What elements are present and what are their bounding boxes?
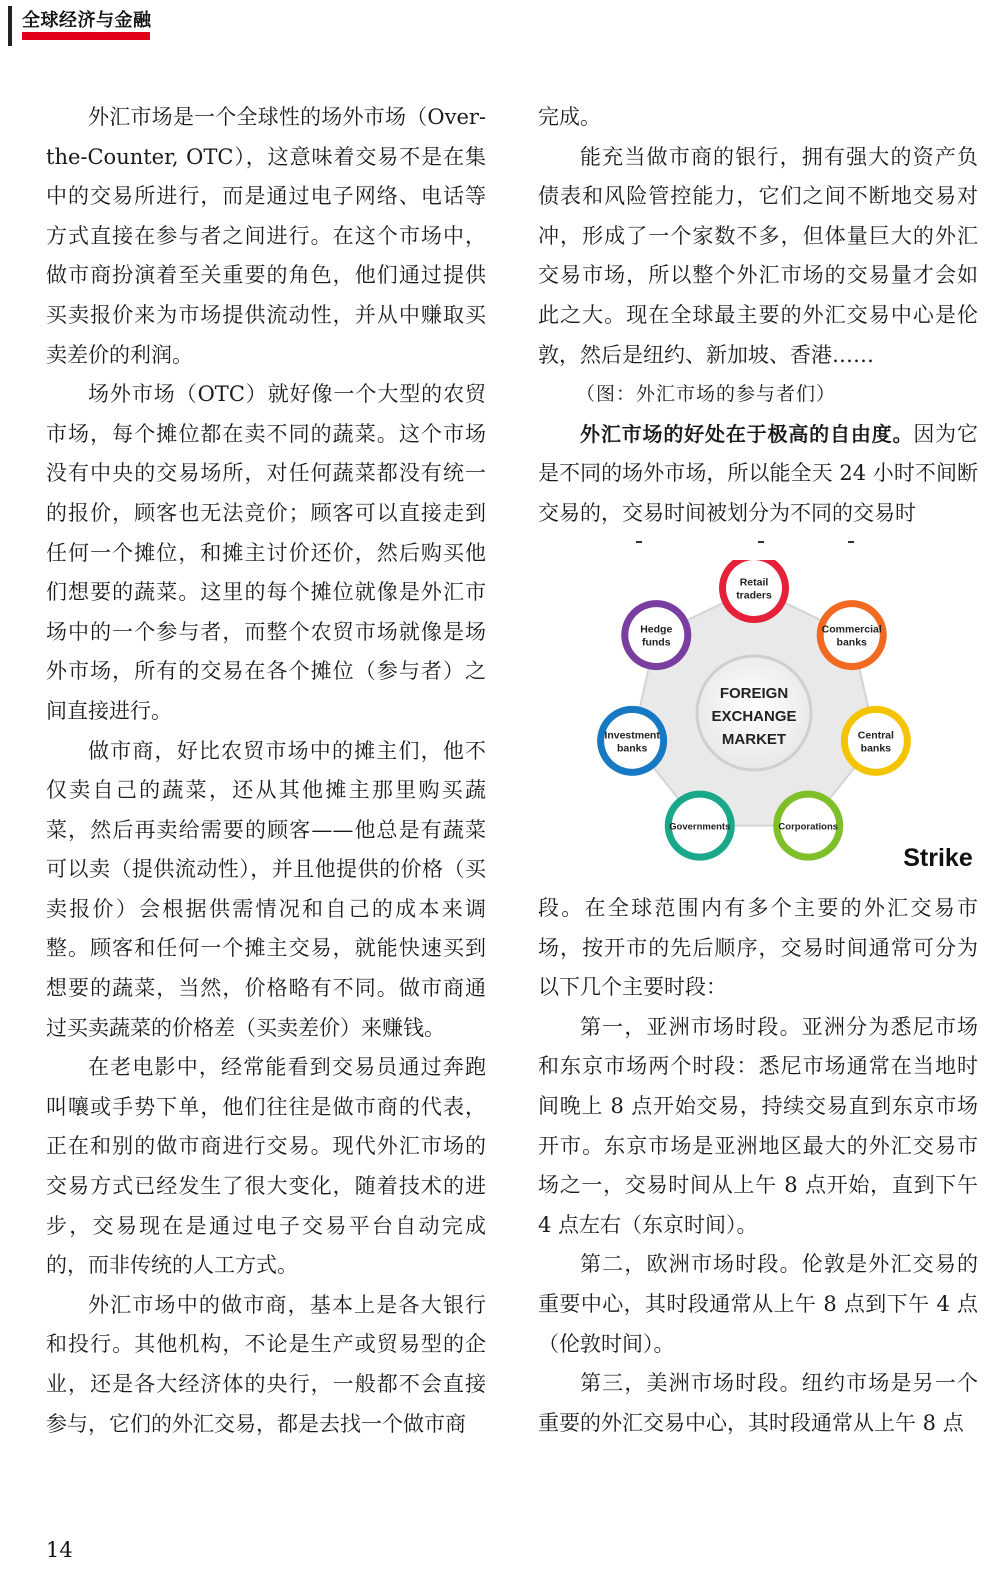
paragraph-continuation: 段。在全球范围内有多个主要的外汇交易市场，按开市的先后顺序，交易时间通常可分为以下几个主要时段： <box>538 896 978 1000</box>
participant-node <box>817 600 887 670</box>
participant-label: traders <box>736 589 772 602</box>
paragraph-continuation: 完成。 <box>538 105 601 129</box>
participant-node <box>773 791 843 861</box>
participant-label: Commercial <box>821 623 882 636</box>
paragraph: 外汇市场是一个全球性的场外市场（Over-the-Counter, OTC），这意味着交易不是在集中的交易所进行，而是通过电子网络、电话等方式直接在参与者之间进行。在这个市场中，做市商扮演着至关重要的角色，他们通过提供买卖报价来为市场提供流动性，并从中赚取买卖差价的利润。 <box>46 105 486 367</box>
header-underline <box>22 32 150 40</box>
header-title: 全球经济与金融 <box>22 10 152 31</box>
participant-label: banks <box>836 636 867 649</box>
participant-label: Retail <box>739 576 769 589</box>
left-column <box>46 98 486 1444</box>
right-column-bottom <box>538 889 978 1443</box>
paragraph: 在老电影中，经常能看到交易员通过奔跑叫嚷或手势下单，他们往往是做市商的代表，正在和别的做市商进行交易。现代外汇市场的交易方式已经发生了很大变化，随着技术的进步，交易现在是通过电子交易平台自动完成的，而非传统的人工方式。 <box>46 1055 486 1278</box>
participant-label: Hedge <box>640 623 673 636</box>
cropped-text-fragment <box>636 541 856 545</box>
figure-caption: （图：外汇市场的参与者们） <box>576 383 837 406</box>
participant-label: banks <box>860 742 892 755</box>
center-label-line: EXCHANGE <box>711 708 797 725</box>
fx-diagram <box>592 560 978 880</box>
paragraph: 做市商，好比农贸市场中的摊主们，他不仅卖自己的蔬菜，还从其他摊主那里购买蔬菜，然后再卖给需要的顾客——他总是有蔬菜可以卖（提供流动性），并且他提供的价格（买卖报价）会根据供需情况和自己的成本来调整。顾客和任何一个摊主交易，就能快速买到想要的蔬菜，当然，价格略有不同。做市商通过买卖蔬菜的价格差（买卖差价）来赚钱。 <box>46 738 486 1040</box>
paragraph-lead <box>538 415 978 534</box>
participant-label: banks <box>616 742 648 755</box>
participant-node <box>597 706 667 776</box>
paragraph: 第三，美洲市场时段。纽约市场是另一个重要的外汇交易中心，其时段通常从上午 8 点 <box>538 1371 978 1435</box>
paragraph: 场外市场（OTC）就好像一个大型的农贸市场，每个摊位都在卖不同的蔬菜。这个市场没有中央的交易场所，对任何蔬菜都没有统一的报价，顾客也无法竞价；顾客可以直接走到任何一个摊位，和摊主讨价还价，然后购买他们想要的蔬菜。这里的每个摊位就像是外汇市场中的一个参与者，而整个农贸市场就像是场外市场，所有的交易在各个摊位（参与者）之间直接进行。 <box>46 382 486 723</box>
participant-node <box>841 706 911 776</box>
paragraph: 第二，欧洲市场时段。伦敦是外汇交易的重要中心，其时段通常从上午 8 点到下午 4 点（伦敦时间）。 <box>538 1252 978 1356</box>
lead-rest-text: 因为它是不同的场外市场，所以能全天 24 小时不间断交易的，交易时间被划分为不同的交易时 <box>538 421 979 525</box>
participant-label: Investment <box>604 729 660 742</box>
center-label-line: MARKET <box>721 731 787 748</box>
paragraph: 能充当做市商的银行，拥有强大的资产负债表和风险管控能力，它们之间不断地交易对冲，形成了一个家数不多，但体量巨大的外汇交易市场，所以整个外汇市场的交易量才会如此之大。现在全球最主要的外汇交易中心是伦敦，然后是纽约、新加坡、香港…… <box>538 144 978 367</box>
center-label-line: FOREIGN <box>719 685 789 702</box>
fx-participants-figure <box>592 560 978 880</box>
participant-label: Central <box>857 729 894 742</box>
right-column-top <box>538 98 978 534</box>
participant-label: funds <box>641 636 671 649</box>
participant-node <box>665 791 735 861</box>
page-number: 14 <box>46 1538 73 1562</box>
lead-bold-text: 外汇市场的好处在于极高的自由度。 <box>580 421 914 446</box>
participant-label: Corporations <box>778 821 839 833</box>
paragraph: 外汇市场中的做市商，基本上是各大银行和投行。其他机构，不论是生产或贸易型的企业，还是各大经济体的央行，一般都不会直接参与，它们的外汇交易，都是去找一个做市商 <box>46 1292 486 1436</box>
header-bar <box>8 6 12 46</box>
participant-node <box>621 600 691 670</box>
brand-logo-text: Strike <box>903 844 973 872</box>
paragraph: 第一，亚洲市场时段。亚洲分为悉尼市场和东京市场两个时段：悉尼市场通常在当地时间晚上 8 点开始交易，持续交易直到东京市场开市。东京市场是亚洲地区最大的外汇交易市场之一，交易时间从上午 8 点开始，直到下午 4 点左右（东京时间）。 <box>538 1014 978 1237</box>
participant-label: Governments <box>669 821 731 833</box>
